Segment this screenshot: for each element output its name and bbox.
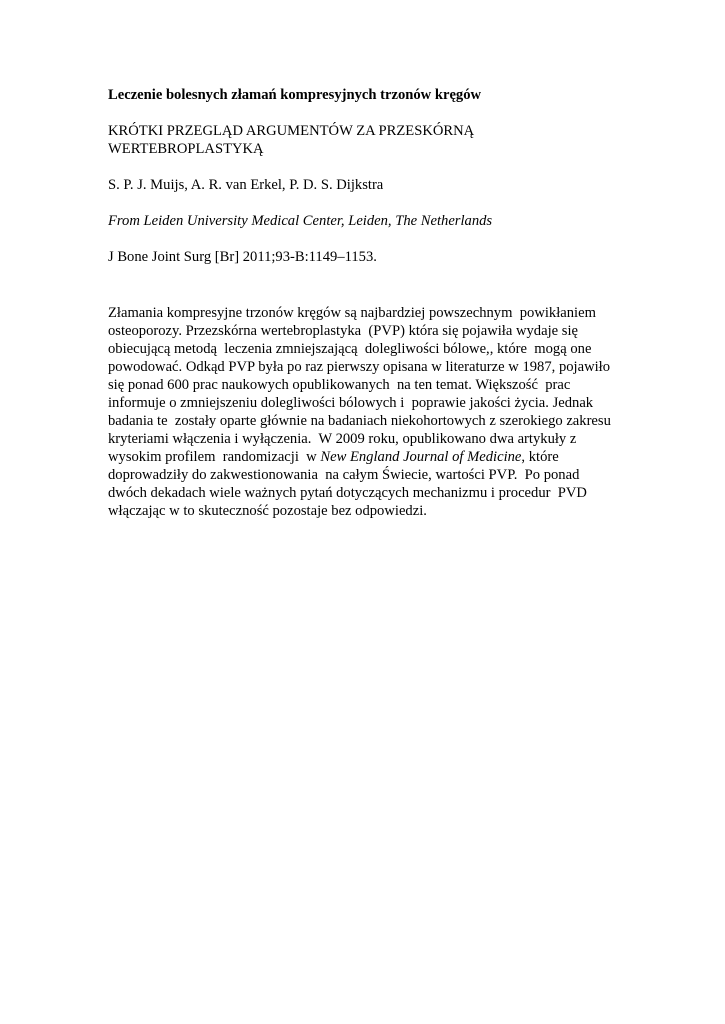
abstract-line: badania te zostały oparte głównie na badaniach niekohortowych z szerokiego zakresu [108, 413, 611, 429]
abstract-line: kryteriami włączenia i wyłączenia. W 2009 roku, opublikowano dwa artykuły z [108, 431, 577, 447]
abstract-line: osteoporozy. Przezskórna wertebroplastyka (PVP) która się pojawiła wydaje się [108, 323, 578, 339]
abstract-text: wysokim profilem randomizacji w [108, 449, 321, 465]
abstract-paragraph [108, 304, 628, 520]
abstract-line: informuje o zmniejszeniu dolegliwości bólowych i poprawie jakości życia. Jednak [108, 395, 594, 411]
subtitle-line: KRÓTKI PRZEGLĄD ARGUMENTÓW ZA PRZESKÓRNĄ [108, 123, 475, 139]
abstract-line: doprowadziły do zakwestionowania na całym Świecie, wartości PVP. Po ponad [108, 467, 580, 483]
abstract-line: obiecującą metodą leczenia zmniejszającą dolegliwości bólowe,, które mogą one [108, 341, 592, 357]
authors: S. P. J. Muijs, A. R. van Erkel, P. D. S. Dijkstra [108, 177, 384, 193]
affiliation: From Leiden University Medical Center, Leiden, The Netherlands [108, 213, 493, 229]
abstract-line: włączając w to skuteczność pozostaje bez odpowiedzi. [108, 503, 427, 519]
journal-name: New England Journal of Medicine [320, 449, 522, 465]
citation: J Bone Joint Surg [Br] 2011;93-B:1149–1153. [108, 249, 377, 265]
abstract-line: powodować. Odkąd PVP była po raz pierwszy opisana w literaturze w 1987, pojawiło [108, 359, 611, 375]
abstract-line [108, 448, 628, 466]
abstract-line: się ponad 600 prac naukowych opublikowanych na ten temat. Większość prac [108, 377, 571, 393]
document-subtitle [108, 122, 628, 158]
subtitle-line: WERTEBROPLASTYKĄ [108, 141, 264, 157]
document-title: Leczenie bolesnych złamań kompresyjnych trzonów kręgów [108, 87, 482, 103]
abstract-text: , które [521, 449, 559, 465]
abstract-line: Złamania kompresyjne trzonów kręgów są najbardziej powszechnym powikłaniem [108, 305, 596, 321]
abstract-line: dwóch dekadach wiele ważnych pytań dotyczących mechanizmu i procedur PVD [108, 485, 587, 501]
